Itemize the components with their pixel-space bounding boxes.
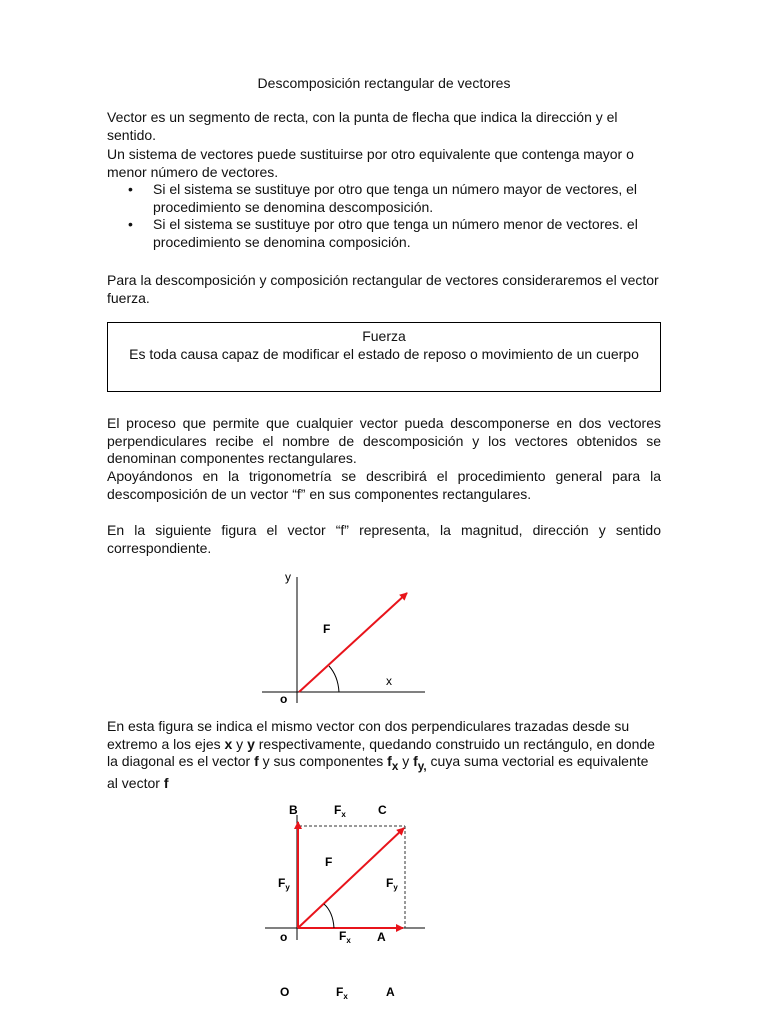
bullet-dot-icon: • bbox=[128, 216, 133, 232]
label-origin: o bbox=[280, 930, 288, 944]
bold-run: f bbox=[254, 753, 259, 769]
text-run: y bbox=[232, 735, 248, 752]
paragraph-force-intro: Para la descomposición y composición rectangular de vectores consideraremos el vector fuerza. bbox=[107, 272, 659, 306]
label-fy-left bbox=[278, 876, 290, 892]
label-y: y bbox=[285, 570, 291, 584]
label-text: F bbox=[386, 876, 394, 890]
document-title: Descomposición rectangular de vectores bbox=[257, 75, 511, 91]
text-run: y sus componentes bbox=[258, 753, 388, 769]
label-origin: o bbox=[280, 692, 288, 706]
paragraph-vector-definition: Vector es un segmento de recta, con la punta de flecha que indica la dirección y el sentido. bbox=[107, 109, 618, 143]
label-c: C bbox=[378, 803, 387, 817]
bottom-label-a: A bbox=[386, 985, 395, 999]
angle-arc bbox=[324, 904, 334, 928]
text-run: y bbox=[398, 753, 414, 769]
label-a: A bbox=[377, 930, 386, 944]
label-f: F bbox=[323, 622, 331, 636]
paragraph-decomposition-process: El proceso que permite que cualquier vector pueda descomponerse en dos vectores perpendiculares recibe el nombre de descomposición y los vectores obtenidos se denominan componentes rectangulares. bbox=[107, 415, 661, 466]
paragraph-figure-intro: En la siguiente figura el vector “f” representa, la magnitud, dirección y sentido correspondiente. bbox=[107, 522, 661, 556]
text-run: respectivamente, quedando construido un rectángulo, en donde la diagonal es el vector bbox=[107, 735, 655, 769]
paragraph-trigonometry: Apoyándonos en la trigonometría se describirá el procedimiento general para la descomposición de un vector “f” en sus componentes rectangulares. bbox=[107, 468, 661, 502]
subscript: x bbox=[391, 759, 399, 773]
bullet-text: Si el sistema se sustituye por otro que tenga un número menor de vectores. el procedimiento se denomina composición. bbox=[153, 216, 638, 250]
label-text: F bbox=[278, 876, 286, 890]
box-text: Es toda causa capaz de modificar el estado de reposo o movimiento de un cuerpo bbox=[129, 346, 639, 362]
label-subscript: y bbox=[393, 883, 398, 892]
label-f: F bbox=[325, 855, 333, 869]
bold-run: y bbox=[247, 735, 255, 752]
bold-run: x bbox=[224, 735, 233, 752]
label-subscript: x bbox=[346, 936, 351, 945]
bottom-label-fx bbox=[336, 985, 348, 1001]
label-b: B bbox=[289, 803, 298, 817]
label-text: F bbox=[334, 803, 342, 817]
bold-run-text: f bbox=[387, 753, 392, 769]
label-fy-right bbox=[386, 876, 398, 892]
label-text: F bbox=[339, 929, 347, 943]
bold-run: f bbox=[163, 775, 169, 792]
label-x: x bbox=[386, 674, 392, 688]
text-run: En esta figura se indica el mismo vector con dos perpendiculares trazadas desde su extremo a los ejes bbox=[107, 718, 630, 752]
label-subscript: x bbox=[343, 992, 348, 1001]
paragraph-vector-system: Un sistema de vectores puede sustituirse por otro equivalente que contenga mayor o menor número de vectores. bbox=[107, 146, 634, 180]
label-text: F bbox=[336, 985, 344, 999]
bold-run-text: f bbox=[413, 753, 418, 769]
label-subscript: x bbox=[341, 810, 346, 819]
bullet-dot-icon: • bbox=[128, 181, 133, 197]
label-fx-top bbox=[334, 803, 346, 819]
text-run: cuya suma vectorial es equivalente al vector bbox=[107, 753, 649, 792]
label-fx-bottom bbox=[339, 929, 351, 945]
bottom-label-o: O bbox=[280, 985, 290, 999]
subscript: y, bbox=[417, 759, 427, 773]
bullet-text: Si el sistema se sustituye por otro que tenga un número mayor de vectores, el procedimiento se denomina descomposición. bbox=[153, 181, 638, 215]
box-title: Fuerza bbox=[362, 328, 406, 344]
label-subscript: y bbox=[285, 883, 290, 892]
